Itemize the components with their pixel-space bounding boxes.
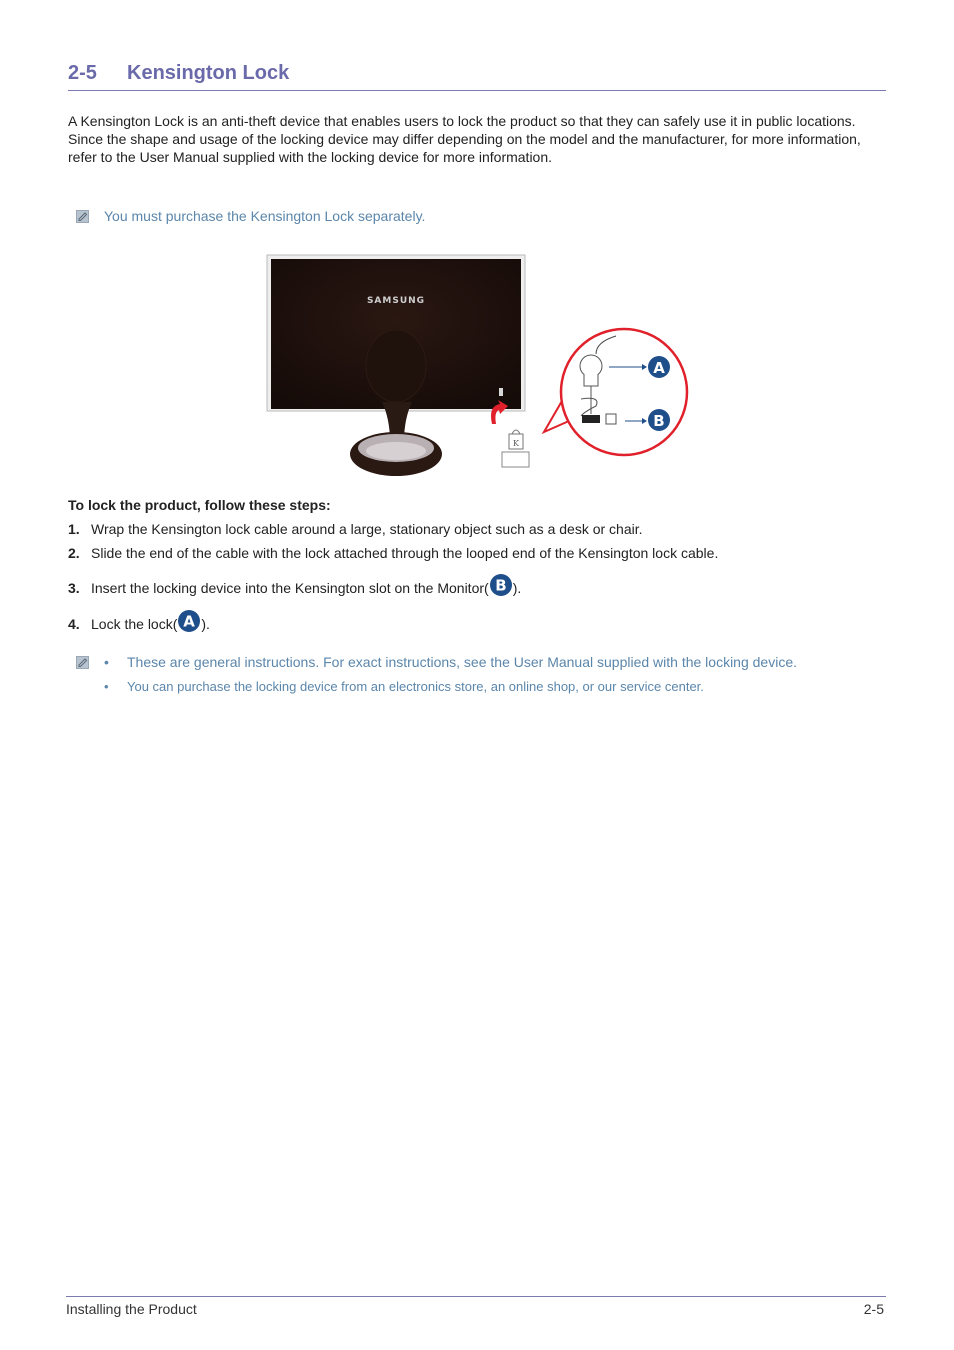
section-header — [68, 62, 886, 91]
footer-page-number: 2-5 — [863, 1301, 884, 1317]
step-text-line — [91, 612, 210, 633]
step-number: 3. — [68, 580, 80, 596]
samsung-logo: SAMSUNG — [366, 296, 426, 306]
step-number: 4. — [68, 616, 80, 632]
note-bullet-text: You can purchase the locking device from an electronics store, an online shop, or our service center. — [127, 679, 704, 694]
badge-letter: B — [494, 576, 507, 595]
bullet-dot: • — [104, 654, 109, 670]
kensington-lock-illustration — [266, 254, 690, 482]
steps-heading: To lock the product, follow these steps: — [68, 497, 331, 513]
step-text: Lock the lock( — [91, 616, 178, 632]
label-b-badge: B — [653, 412, 665, 430]
monitor-back-image — [267, 255, 525, 476]
intro-paragraph — [68, 112, 888, 166]
step-text: Insert the locking device into the Kensington slot on the Monitor( — [91, 580, 489, 596]
step-text: Wrap the Kensington lock cable around a large, stationary object such as a desk or chair. — [91, 521, 643, 537]
step-number: 2. — [68, 545, 80, 561]
lock-detail-callout — [544, 329, 687, 455]
step-text-line — [91, 576, 522, 597]
kensington-slot-icon — [502, 430, 529, 467]
note-bullet-text: These are general instructions. For exact instructions, see the User Manual supplied with the locking device. — [127, 654, 798, 670]
a-badge-icon — [177, 609, 201, 633]
intro-line: A Kensington Lock is an anti-theft device that enables users to lock the product so that they can safely use it in public locations. — [68, 113, 856, 129]
step-text: Slide the end of the cable with the lock attached through the looped end of the Kensington lock cable. — [91, 545, 719, 561]
intro-line: refer to the User Manual supplied with the locking device for more information. — [68, 149, 553, 165]
footer-divider — [66, 1296, 886, 1297]
lock-mark: K — [513, 439, 519, 448]
badge-letter: A — [183, 612, 196, 631]
intro-line: Since the shape and usage of the locking device may differ depending on the model and the manufacturer, for more information, — [68, 131, 861, 147]
footer-chapter: Installing the Product — [66, 1301, 197, 1317]
b-badge-icon — [489, 573, 513, 597]
bullet-dot: • — [104, 679, 109, 694]
step-text-after: ). — [201, 616, 210, 632]
step-text-after: ). — [512, 580, 522, 596]
label-a-badge: A — [653, 359, 665, 377]
step-number: 1. — [68, 521, 80, 537]
note-purchase-separately: You must purchase the Kensington Lock separately. — [104, 208, 426, 224]
note-icon — [76, 656, 89, 669]
section-title: Kensington Lock — [127, 62, 290, 84]
note-icon — [76, 210, 89, 223]
section-number: 2-5 — [68, 62, 97, 84]
